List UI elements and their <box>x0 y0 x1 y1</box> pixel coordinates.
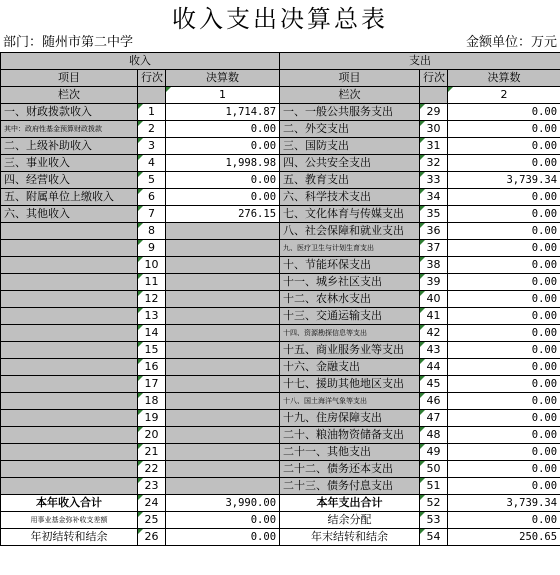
income-item <box>1 240 138 257</box>
expense-amount: 0.00 <box>448 121 560 138</box>
income-line: 15 <box>138 342 166 359</box>
income-item <box>1 308 138 325</box>
income-column-number: 1 <box>166 87 280 104</box>
table-row <box>1 427 560 444</box>
total-row <box>1 495 560 512</box>
expense-amount: 0.00 <box>448 155 560 172</box>
income-line: 3 <box>138 138 166 155</box>
income-line: 1 <box>138 104 166 121</box>
income-item <box>1 393 138 410</box>
total-income-item: 用事业基金弥补收支差额 <box>1 512 138 529</box>
table-row <box>1 308 560 325</box>
expense-line: 46 <box>420 393 448 410</box>
expense-line-header: 行次 <box>420 70 448 87</box>
expense-line: 43 <box>420 342 448 359</box>
total-expense-item: 结余分配 <box>280 512 420 529</box>
income-amount: 1,714.87 <box>166 104 280 121</box>
total-income-item: 年初结转和结余 <box>1 529 138 546</box>
income-line: 2 <box>138 121 166 138</box>
expense-item: 四、公共安全支出 <box>280 155 420 172</box>
expense-amount: 3,739.34 <box>448 172 560 189</box>
income-line: 12 <box>138 291 166 308</box>
table-row <box>1 223 560 240</box>
income-item: 四、经营收入 <box>1 172 138 189</box>
income-item <box>1 461 138 478</box>
income-item <box>1 257 138 274</box>
total-expense-item: 年末结转和结余 <box>280 529 420 546</box>
expense-line: 36 <box>420 223 448 240</box>
total-expense-line: 54 <box>420 529 448 546</box>
table-row <box>1 359 560 376</box>
expense-item: 七、文化体育与传媒支出 <box>280 206 420 223</box>
income-item: 一、财政拨款收入 <box>1 104 138 121</box>
income-amount <box>166 223 280 240</box>
table-row <box>1 189 560 206</box>
income-amount <box>166 410 280 427</box>
expense-amount: 0.00 <box>448 359 560 376</box>
expense-amount: 0.00 <box>448 291 560 308</box>
table-row <box>1 206 560 223</box>
total-expense-item: 本年支出合计 <box>280 495 420 512</box>
table-row <box>1 257 560 274</box>
expense-line: 49 <box>420 444 448 461</box>
total-income-line: 25 <box>138 512 166 529</box>
income-item: 五、附属单位上缴收入 <box>1 189 138 206</box>
expense-amount: 0.00 <box>448 376 560 393</box>
expense-line: 37 <box>420 240 448 257</box>
income-amount <box>166 461 280 478</box>
expense-item: 二十二、债务还本支出 <box>280 461 420 478</box>
income-item <box>1 427 138 444</box>
income-amount <box>166 444 280 461</box>
income-amount: 276.15 <box>166 206 280 223</box>
expense-amount: 0.00 <box>448 138 560 155</box>
expense-amount: 0.00 <box>448 461 560 478</box>
expense-amount: 0.00 <box>448 104 560 121</box>
income-item <box>1 291 138 308</box>
income-amount <box>166 359 280 376</box>
income-item <box>1 376 138 393</box>
income-line: 13 <box>138 308 166 325</box>
income-item <box>1 444 138 461</box>
expense-amount: 0.00 <box>448 274 560 291</box>
income-item <box>1 223 138 240</box>
expense-amount-header: 决算数 <box>448 70 560 87</box>
department-label: 部门：随州市第二中学 <box>3 35 134 50</box>
expense-line: 42 <box>420 325 448 342</box>
total-income-line: 26 <box>138 529 166 546</box>
income-expense-table <box>0 52 560 546</box>
expense-item: 十九、住房保障支出 <box>280 410 420 427</box>
income-item <box>1 274 138 291</box>
expense-item: 二十一、其他支出 <box>280 444 420 461</box>
expense-line: 40 <box>420 291 448 308</box>
income-line: 11 <box>138 274 166 291</box>
table-row <box>1 325 560 342</box>
expense-column-number: 2 <box>448 87 560 104</box>
expense-item: 十三、交通运输支出 <box>280 308 420 325</box>
income-line: 5 <box>138 172 166 189</box>
expense-item: 十五、商业服务业等支出 <box>280 342 420 359</box>
expense-item: 八、社会保障和就业支出 <box>280 223 420 240</box>
income-amount <box>166 240 280 257</box>
expense-amount: 0.00 <box>448 308 560 325</box>
unit-label: 金额单位：万元 <box>465 35 557 50</box>
total-income-amount: 0.00 <box>166 512 280 529</box>
income-item <box>1 325 138 342</box>
income-amount: 0.00 <box>166 121 280 138</box>
income-item: 其中：政府性基金预算财政拨款 <box>1 121 138 138</box>
expense-amount: 0.00 <box>448 427 560 444</box>
expense-amount: 0.00 <box>448 342 560 359</box>
expense-item: 二、外交支出 <box>280 121 420 138</box>
expense-amount: 0.00 <box>448 478 560 495</box>
income-amount <box>166 342 280 359</box>
expense-line: 33 <box>420 172 448 189</box>
income-item <box>1 342 138 359</box>
income-line: 23 <box>138 478 166 495</box>
income-amount <box>166 478 280 495</box>
income-line: 8 <box>138 223 166 240</box>
expense-item: 二十三、债务付息支出 <box>280 478 420 495</box>
total-income-amount: 3,990.00 <box>166 495 280 512</box>
expense-amount: 0.00 <box>448 206 560 223</box>
total-income-amount: 0.00 <box>166 529 280 546</box>
expense-line: 32 <box>420 155 448 172</box>
expense-line: 51 <box>420 478 448 495</box>
expense-line: 45 <box>420 376 448 393</box>
total-expense-line: 52 <box>420 495 448 512</box>
table-row <box>1 291 560 308</box>
income-line: 9 <box>138 240 166 257</box>
total-row <box>1 529 560 546</box>
income-item <box>1 359 138 376</box>
income-line: 17 <box>138 376 166 393</box>
expense-line: 38 <box>420 257 448 274</box>
income-item <box>1 410 138 427</box>
table-row <box>1 138 560 155</box>
expense-section-header: 支出 <box>280 53 560 70</box>
expense-amount: 0.00 <box>448 325 560 342</box>
expense-item: 十八、国土海洋气象等支出 <box>280 393 420 410</box>
total-expense-amount: 0.00 <box>448 512 560 529</box>
table-row <box>1 393 560 410</box>
expense-item: 一、一般公共服务支出 <box>280 104 420 121</box>
income-line: 4 <box>138 155 166 172</box>
income-amount <box>166 393 280 410</box>
table-row <box>1 104 560 121</box>
income-amount: 1,998.98 <box>166 155 280 172</box>
income-amount: 0.00 <box>166 189 280 206</box>
expense-amount: 0.00 <box>448 257 560 274</box>
expense-item: 二十、粮油物资储备支出 <box>280 427 420 444</box>
table-row <box>1 461 560 478</box>
income-line: 21 <box>138 444 166 461</box>
income-amount <box>166 308 280 325</box>
income-item: 三、事业收入 <box>1 155 138 172</box>
income-line: 6 <box>138 189 166 206</box>
income-amount <box>166 257 280 274</box>
expense-item: 六、科学技术支出 <box>280 189 420 206</box>
expense-line: 31 <box>420 138 448 155</box>
expense-amount: 0.00 <box>448 410 560 427</box>
table-row <box>1 410 560 427</box>
income-amount <box>166 325 280 342</box>
report-title: 收入支出决算总表 <box>172 5 388 33</box>
income-section-header: 收入 <box>1 53 280 70</box>
expense-line: 47 <box>420 410 448 427</box>
expense-amount: 0.00 <box>448 393 560 410</box>
table-row <box>1 274 560 291</box>
expense-line: 48 <box>420 427 448 444</box>
income-line: 7 <box>138 206 166 223</box>
expense-item: 十四、资源勘探信息等支出 <box>280 325 420 342</box>
expense-line: 29 <box>420 104 448 121</box>
blank-cell <box>420 87 448 104</box>
blank-cell <box>138 87 166 104</box>
expense-line: 50 <box>420 461 448 478</box>
table-row <box>1 376 560 393</box>
income-line: 20 <box>138 427 166 444</box>
income-line: 19 <box>138 410 166 427</box>
income-item-header: 项目 <box>1 70 138 87</box>
expense-amount: 0.00 <box>448 189 560 206</box>
expense-item: 十六、金融支出 <box>280 359 420 376</box>
expense-item: 十七、援助其他地区支出 <box>280 376 420 393</box>
table-row <box>1 478 560 495</box>
income-amount: 0.00 <box>166 172 280 189</box>
table-row <box>1 240 560 257</box>
income-item <box>1 478 138 495</box>
income-amount <box>166 427 280 444</box>
table-row <box>1 444 560 461</box>
table-row <box>1 342 560 359</box>
expense-item-header: 项目 <box>280 70 420 87</box>
expense-amount: 0.00 <box>448 240 560 257</box>
income-item: 二、上级补助收入 <box>1 138 138 155</box>
expense-line: 34 <box>420 189 448 206</box>
income-amount <box>166 274 280 291</box>
income-column-label: 栏次 <box>1 87 138 104</box>
income-line: 14 <box>138 325 166 342</box>
expense-item: 三、国防支出 <box>280 138 420 155</box>
expense-line: 35 <box>420 206 448 223</box>
expense-item: 五、教育支出 <box>280 172 420 189</box>
expense-line: 39 <box>420 274 448 291</box>
income-line: 18 <box>138 393 166 410</box>
expense-line: 41 <box>420 308 448 325</box>
income-amount: 0.00 <box>166 138 280 155</box>
total-row <box>1 512 560 529</box>
income-line: 16 <box>138 359 166 376</box>
table-row <box>1 155 560 172</box>
income-amount <box>166 291 280 308</box>
expense-line: 30 <box>420 121 448 138</box>
expense-line: 44 <box>420 359 448 376</box>
income-line-header: 行次 <box>138 70 166 87</box>
total-income-item: 本年收入合计 <box>1 495 138 512</box>
total-income-line: 24 <box>138 495 166 512</box>
expense-item: 十、节能环保支出 <box>280 257 420 274</box>
total-expense-line: 53 <box>420 512 448 529</box>
expense-item: 十二、农林水支出 <box>280 291 420 308</box>
expense-item: 九、医疗卫生与计划生育支出 <box>280 240 420 257</box>
income-line: 22 <box>138 461 166 478</box>
income-amount <box>166 376 280 393</box>
expense-amount: 0.00 <box>448 444 560 461</box>
expense-amount: 0.00 <box>448 223 560 240</box>
income-item: 六、其他收入 <box>1 206 138 223</box>
total-expense-amount: 3,739.34 <box>448 495 560 512</box>
table-row <box>1 172 560 189</box>
income-amount-header: 决算数 <box>166 70 280 87</box>
table-row <box>1 121 560 138</box>
income-line: 10 <box>138 257 166 274</box>
expense-item: 十一、城乡社区支出 <box>280 274 420 291</box>
total-expense-amount: 250.65 <box>448 529 560 546</box>
expense-column-label: 栏次 <box>280 87 420 104</box>
